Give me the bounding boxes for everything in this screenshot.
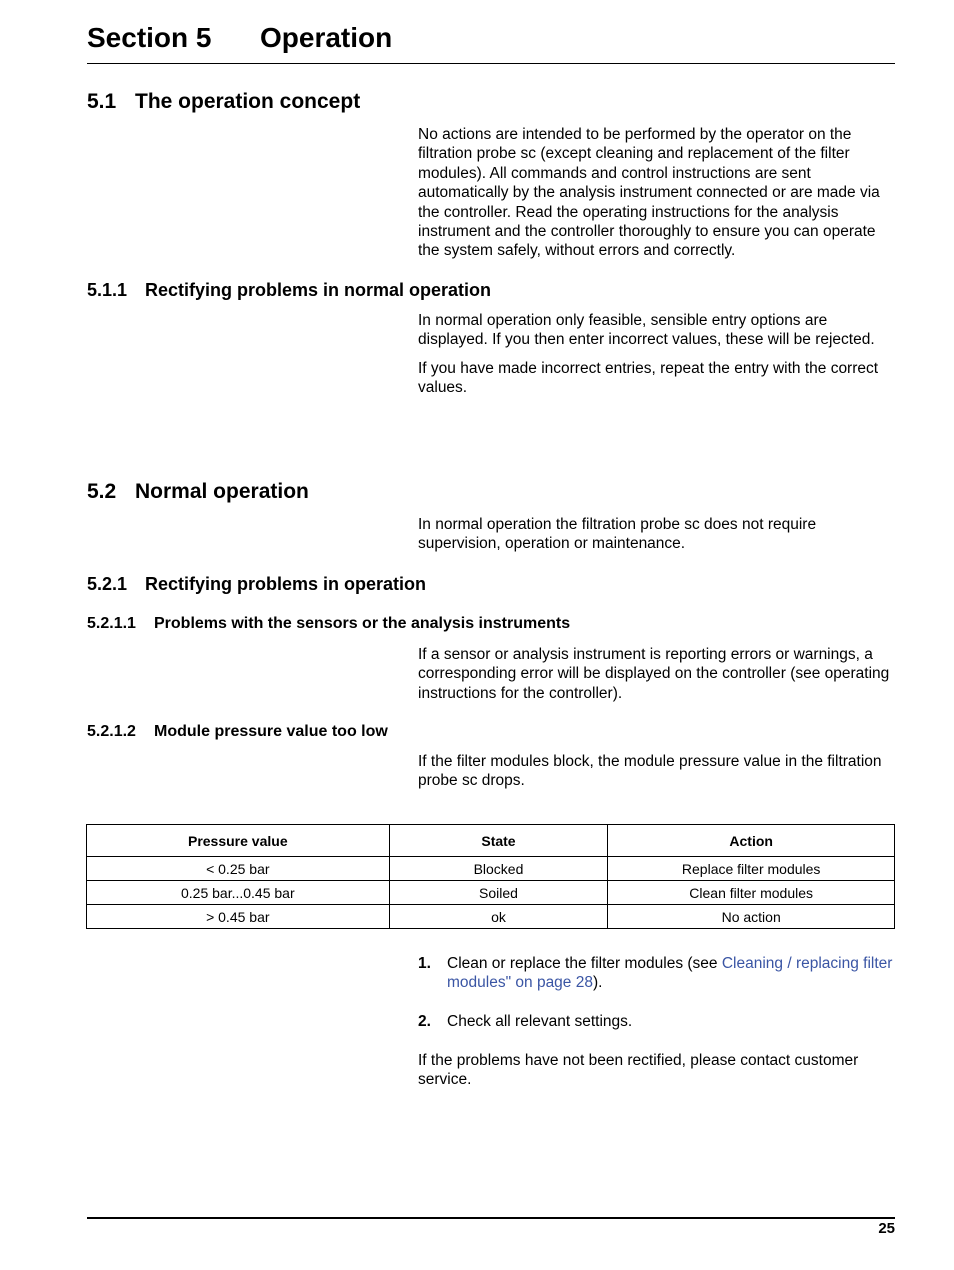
- heading-number: 5.1: [87, 90, 117, 113]
- page-number: 25: [878, 1220, 895, 1237]
- table-row: [87, 905, 895, 929]
- heading-5-1-1: [87, 279, 491, 301]
- step-text-prefix: Clean or replace the filter modules (see: [447, 955, 722, 972]
- heading-text: Problems with the sensors or the analysis instruments: [154, 615, 571, 632]
- normal-operation-text: In normal operation the filtration probe sc does not require supervision, operation or maintenance.: [418, 516, 817, 553]
- section-name: Operation: [260, 22, 393, 53]
- table-header-state: State: [389, 825, 608, 857]
- step-index: 1.: [418, 955, 431, 972]
- heading-text: Rectifying problems in operation: [145, 574, 427, 594]
- table-row: [87, 881, 895, 905]
- table-cell: Soiled: [389, 881, 608, 905]
- heading-5-2-1: [87, 573, 426, 595]
- section-number: Section 5: [87, 22, 212, 53]
- closing-text: If the problems have not been rectified, please contact customer service.: [418, 1052, 859, 1089]
- heading-text: Module pressure value too low: [154, 723, 388, 740]
- step-index: 2.: [418, 1013, 431, 1030]
- table-cell: No action: [608, 905, 895, 929]
- table-cell: < 0.25 bar: [87, 857, 390, 881]
- heading-5-1: [87, 89, 360, 115]
- table-cell: Replace filter modules: [608, 857, 895, 881]
- list-item: [418, 1012, 896, 1031]
- steps-list-continued: [418, 1012, 896, 1031]
- cross-reference-link[interactable]: Cleaning / replacing filter modules" on page 28: [447, 955, 893, 992]
- heading-text: Normal operation: [135, 480, 309, 503]
- heading-text: The operation concept: [135, 90, 361, 113]
- heading-number: 5.2.1.1: [87, 615, 136, 632]
- steps-list: [418, 954, 896, 993]
- module-pressure-text: If the filter modules block, the module pressure value in the filtration probe sc drops.: [418, 753, 882, 790]
- heading-5-2: [87, 479, 309, 505]
- heading-5-2-1-1: [87, 614, 570, 634]
- table-cell: 0.25 bar...0.45 bar: [87, 881, 390, 905]
- heading-number: 5.1.1: [87, 280, 128, 300]
- table-header-row: [87, 825, 895, 857]
- heading-number: 5.2: [87, 480, 117, 503]
- table-cell: ok: [389, 905, 608, 929]
- heading-number: 5.2.1: [87, 574, 128, 594]
- table-header-action: Action: [608, 825, 895, 857]
- pressure-table: [86, 824, 895, 929]
- table-row: [87, 857, 895, 881]
- table-header-pressure: Pressure value: [87, 825, 390, 857]
- operation-concept-text: No actions are intended to be performed by the operator on the filtration probe sc (except cleaning and replacement of the filter modules). All commands and control instructions are sent automatically by the analysis instrument connected or are made via the controller. Read the operating instructions for the analysis instrument and the controller thoroughly to ensure you can operate the system safely, without errors and correctly.: [418, 126, 880, 260]
- normal-operation-problems-para-1: In normal operation only feasible, sensible entry options are displayed. If you then enter incorrect values, these will be rejected.: [418, 312, 875, 349]
- header-rule: [87, 63, 895, 64]
- sensor-problems-text: If a sensor or analysis instrument is reporting errors or warnings, a corresponding error will be displayed on the controller (see operating instructions for the controller).: [418, 646, 890, 702]
- heading-number: 5.2.1.2: [87, 723, 136, 740]
- footer-rule: [87, 1217, 895, 1219]
- heading-5-2-1-2: [87, 722, 388, 742]
- table-cell: Blocked: [389, 857, 608, 881]
- step-text: Check all relevant settings.: [447, 1013, 633, 1030]
- heading-text: Rectifying problems in normal operation: [145, 280, 492, 300]
- section-title: [87, 20, 392, 56]
- table-cell: Clean filter modules: [608, 881, 895, 905]
- table-cell: > 0.45 bar: [87, 905, 390, 929]
- step-text-suffix: ).: [592, 974, 603, 992]
- normal-operation-problems-para-2: If you have made incorrect entries, repeat the entry with the correct values.: [418, 360, 879, 397]
- list-item: [418, 954, 896, 993]
